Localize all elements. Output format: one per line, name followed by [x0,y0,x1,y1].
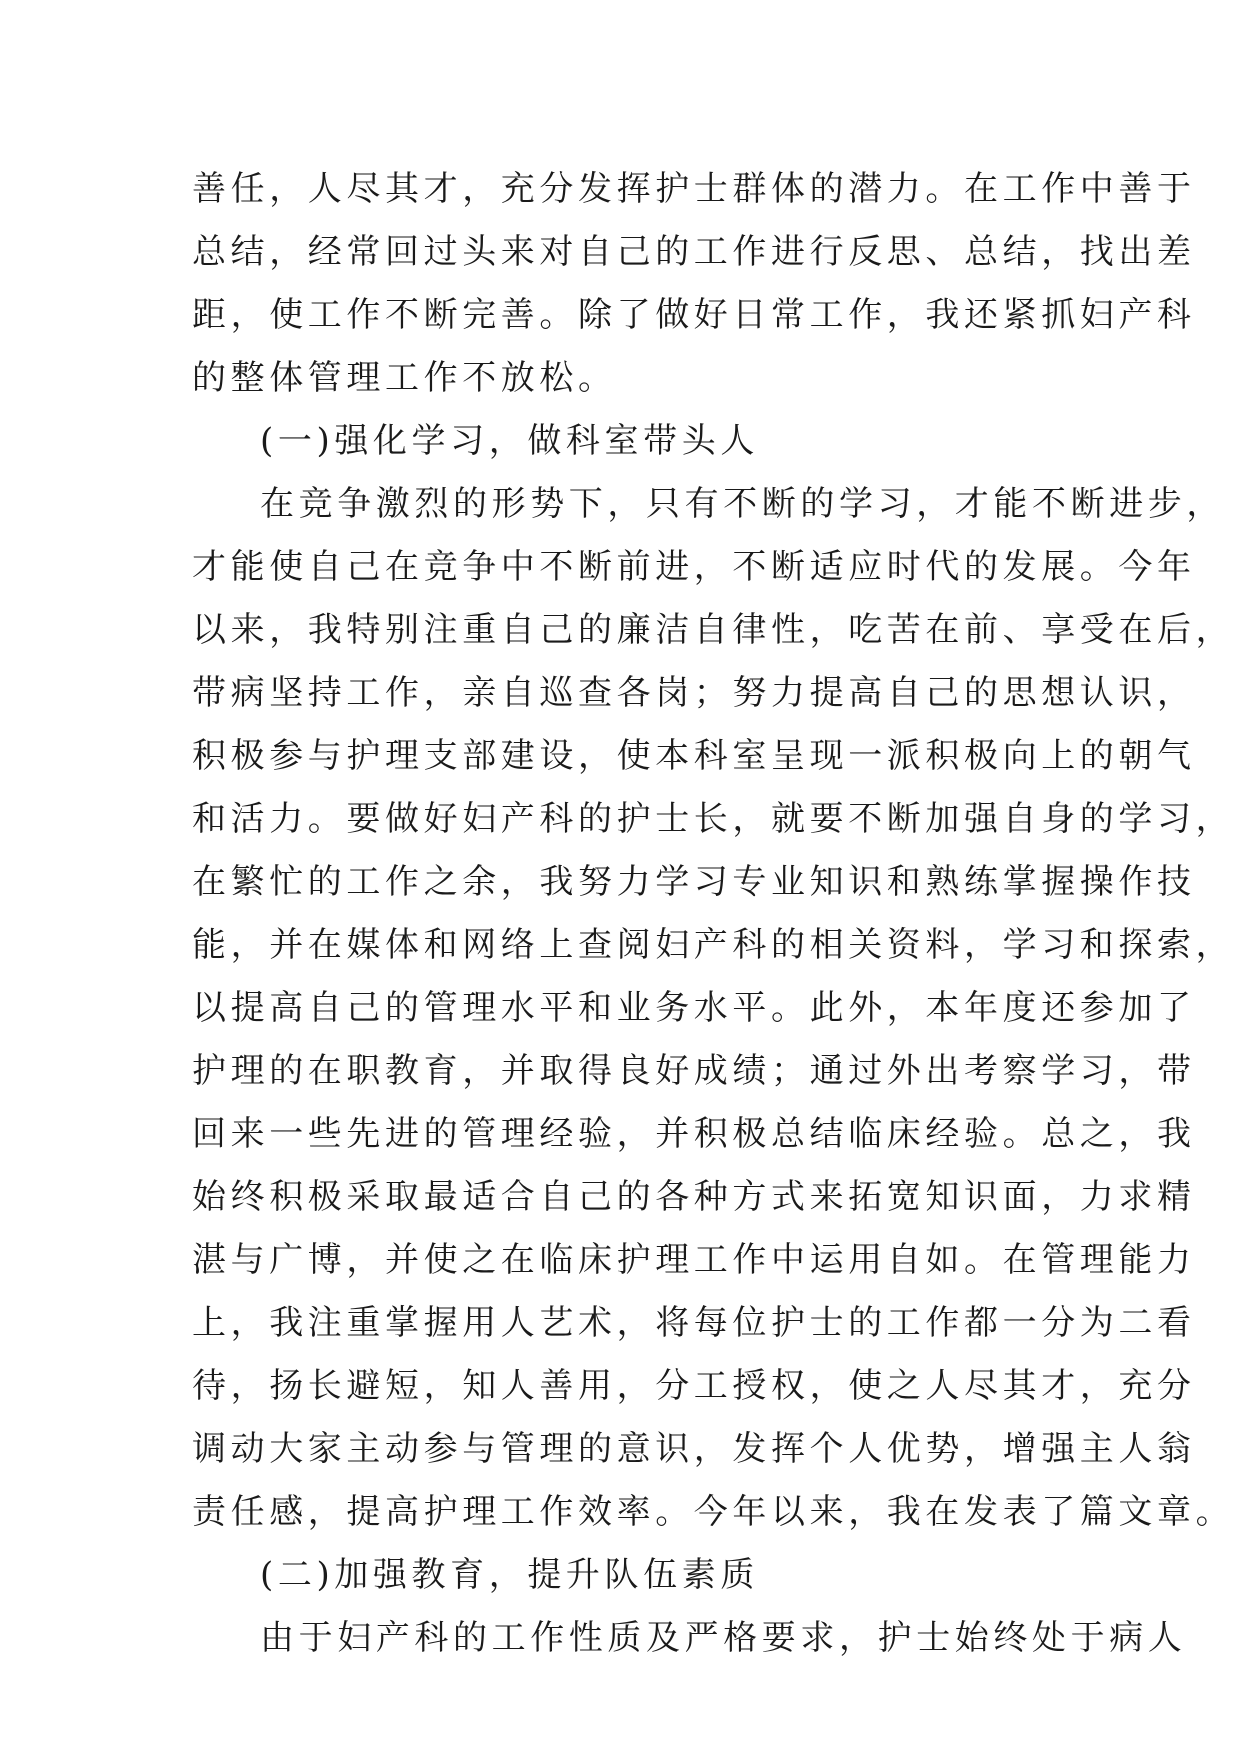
paragraph-start-line: 由于妇产科的工作性质及严格要求，护士始终处于病人 [260,1618,1187,1658]
paragraph-start-line: 在竞争激烈的形势下，只有不断的学习，才能不断进步， [260,484,1225,524]
text-line: 责任感，提高护理工作效率。今年以来，我在发表了篇文章。 [192,1492,1235,1532]
text-line: 才能使自己在竞争中不断前进，不断适应时代的发展。今年 [192,547,1196,587]
text-line: 距，使工作不断完善。除了做好日常工作，我还紧抓妇产科 [192,295,1196,335]
text-line: 护理的在职教育，并取得良好成绩；通过外出考察学习，带 [192,1051,1196,1091]
text-line: 上，我注重掌握用人艺术，将每位护士的工作都一分为二看 [192,1303,1196,1343]
text-line: 湛与广博，并使之在临床护理工作中运用自如。在管理能力 [192,1240,1196,1280]
document-body [192,158,1235,1670]
text-line: 回来一些先进的管理经验，并积极总结临床经验。总之，我 [192,1114,1196,1154]
text-line: 积极参与护理支部建设，使本科室呈现一派积极向上的朝气 [192,736,1196,776]
section-heading-1: (一)强化学习，做科室带头人 [260,421,759,461]
text-line: 能，并在媒体和网络上查阅妇产科的相关资料，学习和探索， [192,925,1235,965]
text-line: 总结，经常回过头来对自己的工作进行反思、总结，找出差 [192,232,1196,272]
text-line: 以来，我特别注重自己的廉洁自律性，吃苦在前、享受在后， [192,610,1235,650]
text-line: 调动大家主动参与管理的意识，发挥个人优势，增强主人翁 [192,1429,1196,1469]
text-line: 以提高自己的管理水平和业务水平。此外，本年度还参加了 [192,988,1196,1028]
text-line: 的整体管理工作不放松。 [192,358,617,398]
section-heading-2: (二)加强教育，提升队伍素质 [260,1555,759,1595]
text-line: 在繁忙的工作之余，我努力学习专业知识和熟练掌握操作技 [192,862,1196,902]
text-line: 带病坚持工作，亲自巡查各岗；努力提高自己的思想认识， [192,673,1196,713]
text-line: 待，扬长避短，知人善用，分工授权，使之人尽其才，充分 [192,1366,1196,1406]
text-line: 善任，人尽其才，充分发挥护士群体的潜力。在工作中善于 [192,169,1196,209]
text-line: 始终积极采取最适合自己的各种方式来拓宽知识面，力求精 [192,1177,1196,1217]
text-line: 和活力。要做好妇产科的护士长，就要不断加强自身的学习， [192,799,1235,839]
